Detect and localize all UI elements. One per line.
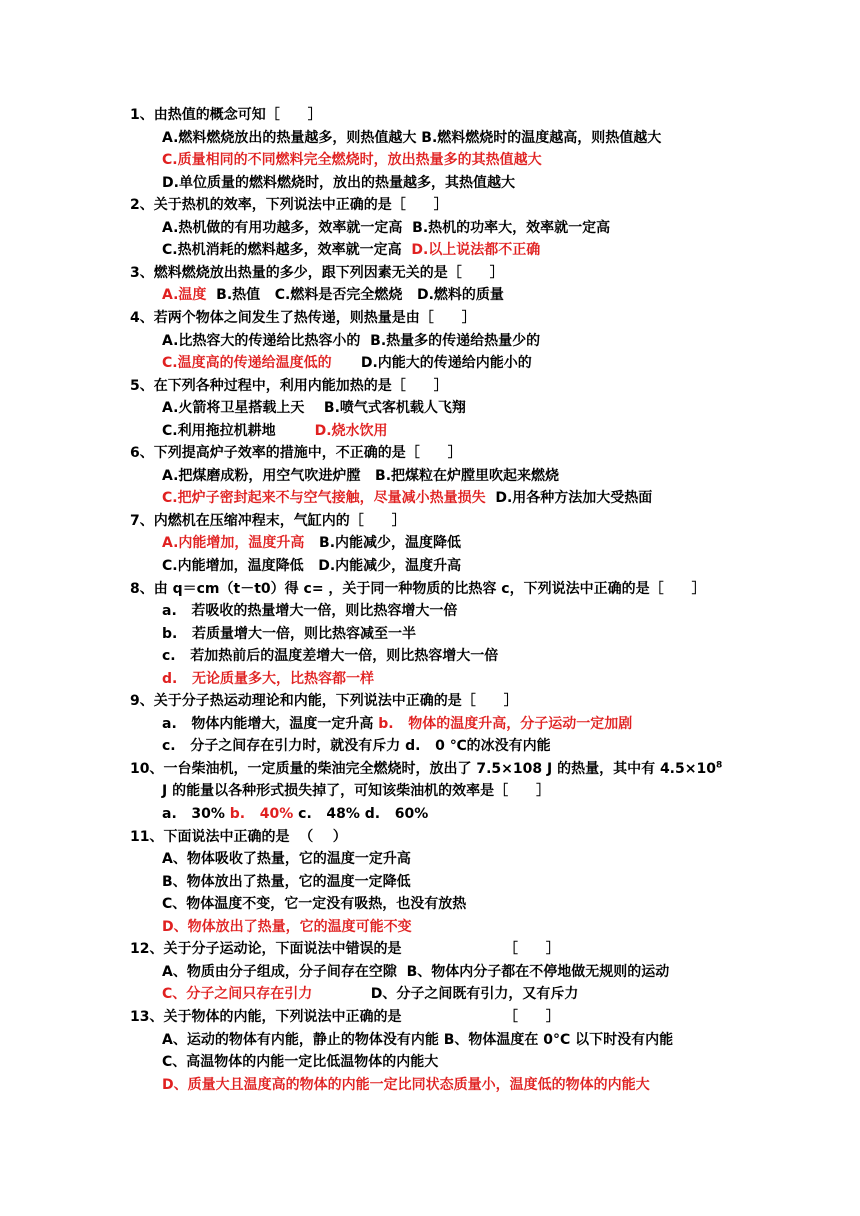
- question-stem-continuation: [162, 781, 550, 801]
- question-stem: [130, 443, 462, 463]
- option-text: B.热值 C.燃料是否完全燃烧 D.燃料的质量: [206, 287, 504, 303]
- option-line: [162, 173, 515, 193]
- option-text: C.内能增加，温度降低 D.内能减少，温度升高: [162, 558, 462, 574]
- option-line: [162, 669, 374, 689]
- answer-text: b. 40%: [229, 806, 299, 822]
- option-text: D.内能大的传递给内能小的: [331, 355, 532, 371]
- question-stem: [130, 691, 518, 711]
- option-text: B.内能减少，温度降低: [304, 535, 462, 551]
- question-stem-text: 10、一台柴油机，一定质量的柴油完全燃烧时，放出了 7.5×108 J 的热量，其中有 4.5×10: [130, 761, 716, 777]
- option-line: [162, 601, 457, 621]
- option-line: [162, 1052, 438, 1072]
- option-line: [162, 849, 411, 869]
- question-stem: [130, 759, 722, 779]
- question-stem-text: 5、在下列各种过程中，利用内能加热的是［ ］: [130, 378, 448, 394]
- option-text: A.热机做的有用功越多，效率就一定高 B.热机的功率大，效率就一定高: [162, 220, 611, 236]
- option-text: A、物质由分子组成，分子间存在空隙 B、物体内分子都在不停地做无规则的运动: [162, 964, 670, 980]
- option-line: [162, 398, 466, 418]
- option-line: [162, 624, 416, 644]
- question-stem: [130, 376, 448, 396]
- question-stem: [130, 827, 347, 847]
- question-stem-text: 13、关于物体的内能，下列说法中正确的是 ［ ］: [130, 1009, 560, 1025]
- question-stem: [130, 105, 322, 125]
- option-text: D.用各种方法加大受热面: [485, 490, 653, 506]
- answer-text: A.温度: [162, 287, 207, 303]
- question-stem: [130, 263, 504, 283]
- option-line: [162, 894, 466, 914]
- option-line: [162, 736, 551, 756]
- option-text: B、物体放出了热量，它的温度一定降低: [162, 874, 411, 890]
- option-line: [162, 421, 388, 441]
- answer-text: C.把炉子密封起来不与空气接触，尽量减小热量损失: [162, 490, 486, 506]
- option-text: C、高温物体的内能一定比低温物体的内能大: [162, 1054, 439, 1070]
- option-line: [162, 714, 632, 734]
- option-line: [162, 488, 652, 508]
- option-text: A、物体吸收了热量，它的温度一定升高: [162, 851, 411, 867]
- option-text: C、物体温度不变，它一定没有吸热，也没有放热: [162, 896, 467, 912]
- option-line: [162, 533, 461, 553]
- option-line: [162, 285, 504, 305]
- option-line: [162, 218, 610, 238]
- answer-text: A.内能增加，温度升高: [162, 535, 305, 551]
- question-stem-text: 6、下列提高炉子效率的措施中，不正确的是［ ］: [130, 445, 462, 461]
- option-line: [162, 1075, 650, 1095]
- question-stem: [130, 308, 476, 328]
- option-text: c. 分子之间存在引力时，就没有斥力 d. 0 ℃的冰没有内能: [162, 738, 551, 754]
- option-line: [162, 1030, 673, 1050]
- superscript-exponent: 8: [715, 760, 723, 771]
- answer-text: D、质量大且温度高的物体的内能一定比同状态质量小，温度低的物体的内能大: [162, 1077, 650, 1093]
- answer-text: b. 物体的温度升高，分子运动一定加剧: [378, 716, 633, 732]
- option-text: A.火箭将卫星搭载上天 B.喷气式客机载人飞翔: [162, 400, 466, 416]
- answer-text: D.以上说法都不正确: [411, 242, 541, 258]
- option-line: [162, 240, 540, 260]
- answer-text: d. 无论质量多大，比热容都一样: [162, 671, 374, 687]
- question-stem: [130, 1007, 560, 1027]
- option-text: C.利用拖拉机耕地: [162, 423, 315, 439]
- option-text: A.燃料燃烧放出的热量越多，则热值越大 B.燃料燃烧时的温度越高，则热值越大: [162, 130, 662, 146]
- option-text: A.把煤磨成粉，用空气吹进炉膛 B.把煤粒在炉膛里吹起来燃烧: [162, 468, 560, 484]
- option-line: [162, 331, 540, 351]
- option-line: [162, 804, 428, 824]
- question-stem-text: 12、关于分子运动论，下面说法中错误的是 ［ ］: [130, 941, 560, 957]
- answer-text: C.质量相同的不同燃料完全燃烧时，放出热量多的其热值越大: [162, 152, 542, 168]
- option-line: [162, 962, 669, 982]
- question-stem-text: 11、下面说法中正确的是 （ ）: [130, 829, 347, 845]
- option-line: [162, 128, 661, 148]
- question-stem-text: 9、关于分子热运动理论和内能，下列说法中正确的是［ ］: [130, 693, 518, 709]
- option-text: D.单位质量的燃料燃烧时，放出的热量越多，其热值越大: [162, 175, 515, 191]
- question-stem-text: 7、内燃机在压缩冲程末，气缸内的［ ］: [130, 513, 406, 529]
- question-stem-text: 8、由 q＝cm（t－t0）得 c= ，关于同一种物质的比热容 c，下列说法中正确的是［ ］: [130, 581, 706, 597]
- option-text: D、分子之间既有引力，又有斥力: [312, 986, 579, 1002]
- option-line: [162, 646, 498, 666]
- question-stem: [130, 195, 448, 215]
- option-text: c. 若加热前后的温度差增大一倍，则比热容增大一倍: [162, 648, 499, 664]
- option-text: a. 物体内能增大，温度一定升高: [162, 716, 379, 732]
- option-line: [162, 466, 559, 486]
- option-text: b. 若质量增大一倍，则比热容减至一半: [162, 626, 416, 642]
- option-text: a. 30%: [162, 806, 230, 822]
- question-stem: [130, 939, 560, 959]
- option-text: a. 若吸收的热量增大一倍，则比热容增大一倍: [162, 603, 458, 619]
- question-stem-text: 1、由热值的概念可知［ ］: [130, 107, 322, 123]
- option-line: [162, 353, 532, 373]
- option-line: [162, 984, 578, 1004]
- answer-text: D.烧水饮用: [314, 423, 388, 439]
- option-line: [162, 556, 461, 576]
- answer-text: C、分子之间只存在引力: [162, 986, 313, 1002]
- answer-text: C.温度高的传递给温度低的: [162, 355, 332, 371]
- question-stem: [130, 579, 706, 599]
- answer-text: D、物体放出了热量，它的温度可能不变: [162, 919, 412, 935]
- question-stem-text: 4、若两个物体之间发生了热传递，则热量是由［ ］: [130, 310, 476, 326]
- option-text: A.比热容大的传递给比热容小的 B.热量多的传递给热量少的: [162, 333, 541, 349]
- question-stem: [130, 511, 406, 531]
- option-text: A、运动的物体有内能，静止的物体没有内能 B、物体温度在 0°C 以下时没有内能: [162, 1032, 674, 1048]
- option-line: [162, 917, 412, 937]
- option-text: C.热机消耗的燃料越多，效率就一定高: [162, 242, 412, 258]
- question-stem-text: 3、燃料燃烧放出热量的多少，跟下列因素无关的是［ ］: [130, 265, 504, 281]
- option-text: c. 48% d. 60%: [298, 806, 429, 822]
- option-line: [162, 872, 411, 892]
- question-stem-text: 2、关于热机的效率，下列说法中正确的是［ ］: [130, 197, 448, 213]
- question-stem-text: J 的能量以各种形式损失掉了，可知该柴油机的效率是［ ］: [162, 783, 551, 799]
- option-line: [162, 150, 542, 170]
